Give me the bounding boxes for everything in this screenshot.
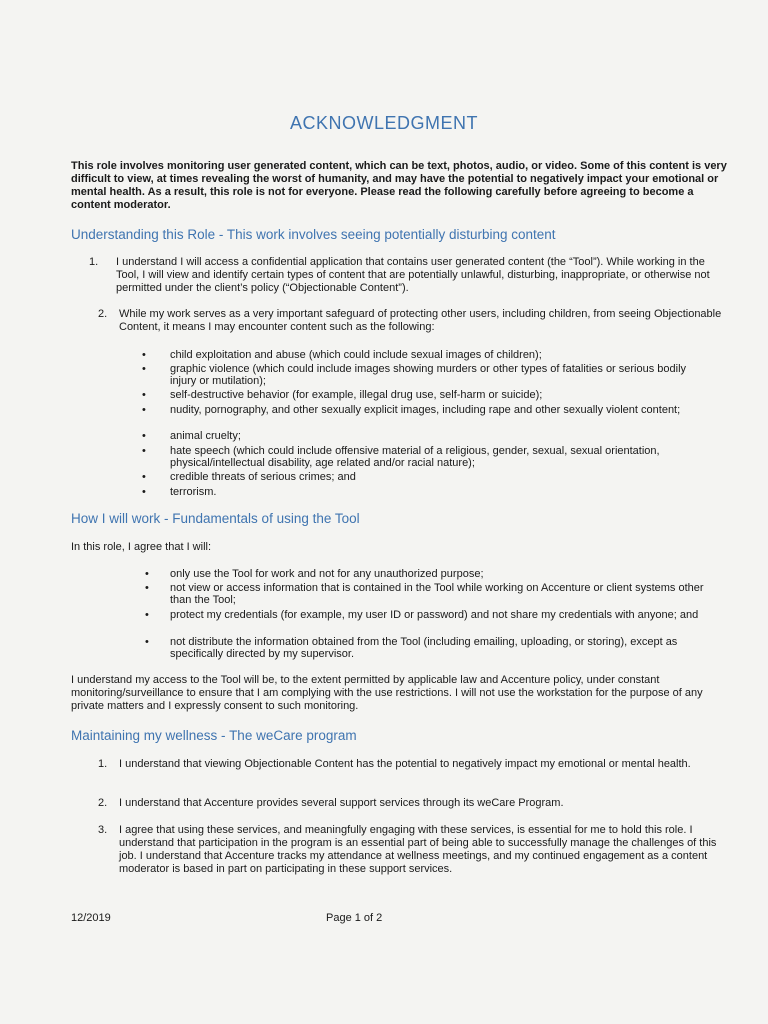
monitoring-paragraph: I understand my access to the Tool will be, to the extent permitted by applicable law and Accenture policy, under constant monitoring/surveillance to ensure that I am complying with the use restrictions. I will not use the workstation for the purpose of any private matters and I expressly consent to such monitoring. xyxy=(71,674,703,712)
item-number: 1. xyxy=(89,256,99,268)
bullet-dot: • xyxy=(142,363,146,375)
bullet-dot: • xyxy=(142,389,146,401)
item-number: 3. xyxy=(98,824,108,836)
bullet-text: self-destructive behavior (for example, illegal drug use, self-harm or suicide); xyxy=(170,389,543,401)
bullet-text: nudity, pornography, and other sexually explicit images, including rape and other sexually violent content; xyxy=(170,404,681,416)
item-text: I agree that using these services, and meaningfully engaging with these services, is essential for me to hold this role. I understand that participation in the program is an essential part of being able to successfully manage the challenges of this job. I understand that Accenture tracks my attendance at wellness meetings, and my continued engagement as a content moderator is based in part on participating in these support services. xyxy=(119,824,717,875)
item-text: I understand that viewing Objectionable Content has the potential to negatively impact my emotional or mental health. xyxy=(119,758,691,770)
bullet-dot: • xyxy=(142,486,146,498)
bullet-text: not distribute the information obtained from the Tool (including emailing, uploading, or storing), except as specifically directed by my supervisor. xyxy=(170,636,678,660)
bullet-dot: • xyxy=(145,582,149,594)
footer-page-number: Page 1 of 2 xyxy=(326,912,383,924)
bullet-text: credible threats of serious crimes; and xyxy=(170,471,356,483)
bullet-text: animal cruelty; xyxy=(170,430,241,442)
section1-heading: Understanding this Role - This work involves seeing potentially disturbing content xyxy=(71,227,556,242)
bullet-dot: • xyxy=(142,404,146,416)
document-title: ACKNOWLEDGMENT xyxy=(289,113,478,133)
bullet-dot: • xyxy=(142,471,146,483)
bullet-text: child exploitation and abuse (which could include sexual images of children); xyxy=(170,349,542,361)
bullet-text: not view or access information that is contained in the Tool while working on Accenture or client systems other than the Tool; xyxy=(170,582,704,606)
bullet-text: only use the Tool for work and not for any unauthorized purpose; xyxy=(170,568,484,580)
item-number: 1. xyxy=(98,758,108,770)
item-text: While my work serves as a very important safeguard of protecting other users, including children, from seeing Objectionable Content, it means I may encounter content such as the following: xyxy=(119,308,722,333)
section2-heading: How I will work - Fundamentals of using the Tool xyxy=(71,511,360,526)
bullet-dot: • xyxy=(142,445,146,457)
bullet-dot: • xyxy=(142,430,146,442)
bullet-dot: • xyxy=(145,609,149,621)
intro-paragraph: This role involves monitoring user generated content, which can be text, photos, audio, or video. Some of this content is very difficult to view, at times revealing the worst of humanity, and may have the potential to negatively impact your emotional or mental health. As a result, this role is not for everyone. Please read the following carefully before agreeing to become a content moderator. xyxy=(71,160,727,211)
bullet-text: graphic violence (which could include images showing murders or other types of fatalities or serious bodily injury or mutilation); xyxy=(170,363,687,387)
item-number: 2. xyxy=(98,308,108,320)
item-text: I understand I will access a confidential application that contains user generated content (the “Tool”). While working in the Tool, I will view and identify certain types of content that are potentially unlawful, disturbing, inappropriate, or otherwise not permitted under the client’s policy (“Objectionable Content”). xyxy=(116,256,710,294)
item-number: 2. xyxy=(98,797,108,809)
bullet-dot: • xyxy=(142,349,146,361)
bullet-text: hate speech (which could include offensive material of a religious, gender, sexual, sexual orientation, physical/intellectual disability, age related and/or racial nature); xyxy=(170,445,660,469)
bullet-dot: • xyxy=(145,568,149,580)
bullet-dot: • xyxy=(145,636,149,648)
bullet-text: protect my credentials (for example, my user ID or password) and not share my credentials with anyone; and xyxy=(170,609,699,621)
section3-heading: Maintaining my wellness - The weCare program xyxy=(71,728,357,743)
section2-lead: In this role, I agree that I will: xyxy=(71,541,212,553)
item-text: I understand that Accenture provides several support services through its weCare Program. xyxy=(119,797,564,809)
bullet-text: terrorism. xyxy=(170,486,217,498)
footer-date: 12/2019 xyxy=(71,912,111,924)
